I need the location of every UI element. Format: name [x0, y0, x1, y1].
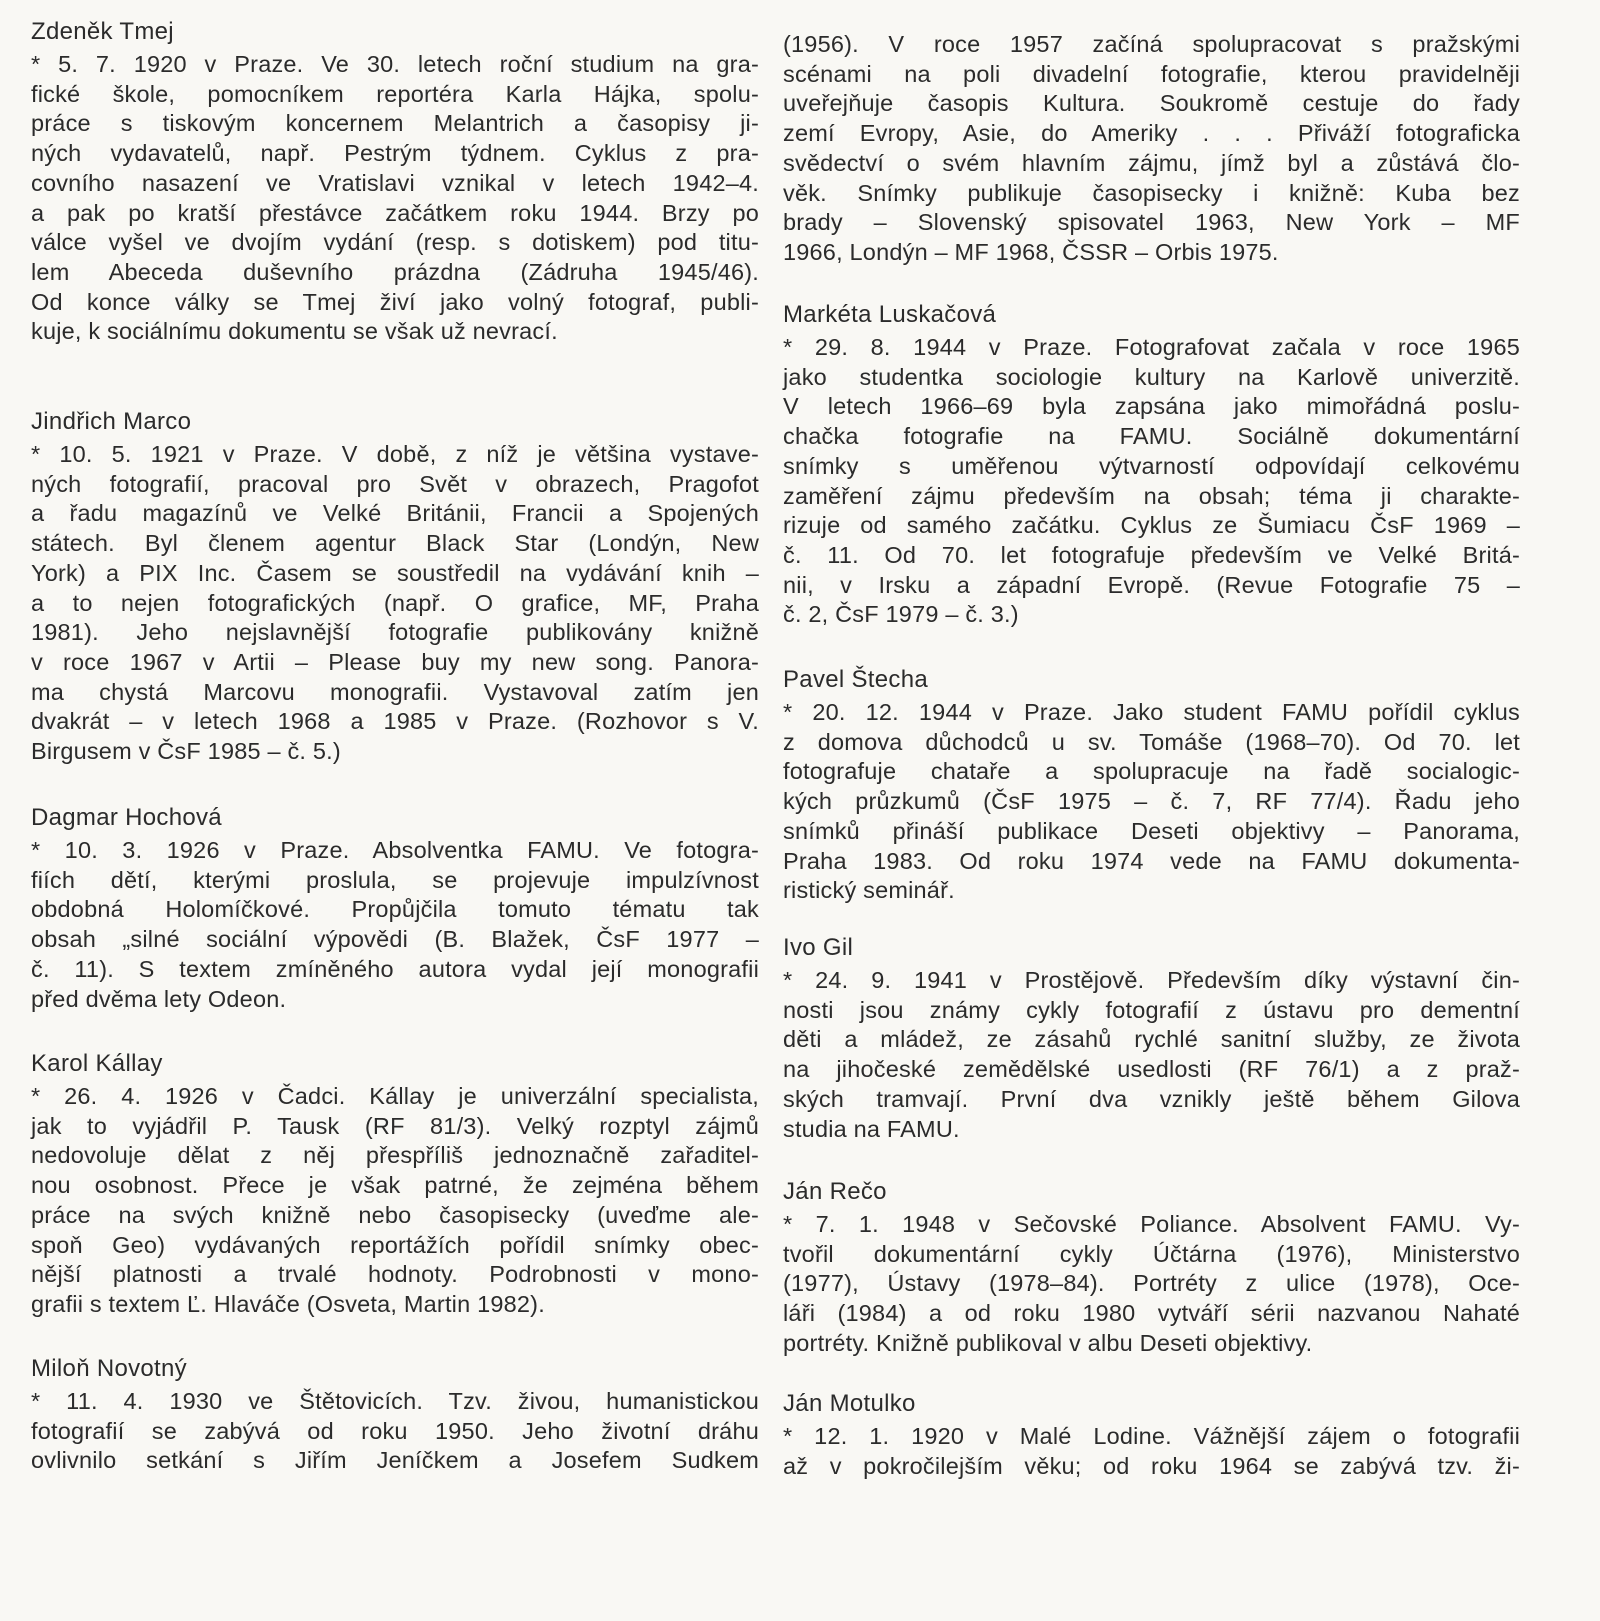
biography-text-line: obsah „silné sociální výpovědi (B. Blažek, ČsF 1977 –	[31, 926, 759, 953]
biography-text-line: Birgusem v ČsF 1985 – č. 5.)	[31, 738, 341, 765]
photographer-name: Jindřich Marco	[31, 408, 192, 435]
biography-text-line: Od konce války se Tmej živí jako volný fotograf, publi-	[31, 288, 759, 315]
photographer-name: Miloň Novotný	[31, 1355, 187, 1382]
biography-text-line: tvořil dokumentární cykly Účtárna (1976), Ministerstvo	[783, 1240, 1520, 1267]
biography-text-line: fotografií se zabývá od roku 1950. Jeho životní dráhu	[31, 1417, 759, 1444]
photographer-name: Karol Kállay	[31, 1050, 163, 1077]
biography-text-line: ovlivnilo setkání s Jiřím Jeníčkem a Josefem Sudkem	[31, 1447, 759, 1474]
biography-text-line: brady – Slovenský spisovatel 1963, New York – MF	[783, 209, 1520, 236]
biography-text-line: chačka fotografie na FAMU. Sociálně dokumentární	[783, 423, 1520, 450]
biography-text-line: a to nejen fotografických (např. O grafice, MF, Praha	[31, 589, 759, 616]
biography-text-line: * 11. 4. 1930 ve Štětovicích. Tzv. živou, humanistickou	[31, 1388, 759, 1414]
biography-text-line: * 5. 7. 1920 v Praze. Ve 30. letech roční studium na gra-	[31, 51, 759, 77]
biography-entry	[783, 665, 1520, 906]
biography-text-line: snímky s uměřenou výtvarností odpovídají celkovému	[783, 452, 1520, 479]
biography-entry	[783, 1389, 1520, 1481]
biography-text-line: * 26. 4. 1926 v Čadci. Kállay je univerzální specialista,	[31, 1083, 759, 1109]
biography-text-line: lem Abeceda duševního prázdna (Zádruha 1945/46).	[31, 258, 759, 285]
photographer-name: Dagmar Hochová	[31, 804, 222, 831]
photographer-name: Ján Motulko	[783, 1390, 916, 1417]
biography-text-line: obdobná Holomíčkové. Propůjčila tomuto tématu tak	[31, 896, 759, 923]
biography-text-line: věk. Snímky publikuje časopisecky i knižně: Kuba bez	[783, 179, 1520, 206]
biography-text-line: fotografuje chataře a spolupracuje na řadě socialogic-	[783, 758, 1520, 785]
biography-text-line: nedovoluje dělat z něj přespříliš jednoznačně zařaditel-	[31, 1142, 759, 1169]
biography-text-line: státech. Byl členem agentur Black Star (Londýn, New	[31, 530, 759, 557]
biography-text-line: a řadu magazínů ve Velké Británii, Francii a Spojených	[31, 500, 759, 527]
biography-text-line: zaměření zájmu především na obsah; téma ji charakte-	[783, 482, 1520, 509]
biography-text-line: covního nasazení ve Vratislavi vznikal v letech 1942–4.	[31, 169, 759, 196]
biography-text-line: až v pokročilejším věku; od roku 1964 se zabývá tzv. ži-	[783, 1452, 1520, 1479]
biography-text-line: nosti jsou známy cykly fotografií z ústavu pro dementní	[783, 996, 1520, 1023]
biography-text-line: kých průzkumů (ČsF 1975 – č. 7, RF 77/4). Řadu jeho	[783, 788, 1520, 815]
biography-text-line: * 10. 5. 1921 v Praze. V době, z níž je většina vystave-	[31, 441, 759, 467]
biography-text-line: č. 11). S textem zmíněného autora vydal její monografii	[31, 955, 759, 982]
biography-text-line: svědectví o svém hlavním zájmu, jímž byl a zůstává člo-	[783, 149, 1520, 176]
biography-entry	[31, 803, 759, 1014]
biography-entry	[783, 933, 1520, 1144]
biography-text-line: děti a mládež, ze zásahů rychlé sanitní služby, ze života	[783, 1026, 1520, 1053]
photographer-name: Zdeněk Tmej	[31, 18, 174, 45]
biography-text-line: ných fotografií, pracoval pro Svět v obrazech, Pragofot	[31, 470, 759, 497]
biography-text-line: portréty. Knižně publikoval v albu Deseti objektivy.	[783, 1329, 1313, 1356]
biography-text-line: V letech 1966–69 byla zapsána jako mimořádná poslu-	[783, 393, 1520, 420]
biography-text-line: a pak po kratší přestávce začátkem roku 1944. Brzy po	[31, 199, 759, 226]
photographer-name: Pavel Štecha	[783, 666, 929, 693]
biography-entry	[783, 300, 1520, 630]
biography-text-line: ských tramvají. První dva vznikly ještě během Gilova	[783, 1085, 1520, 1112]
biography-text-line: dvakrát – v letech 1968 a 1985 v Praze. (Rozhovor s V.	[31, 708, 759, 735]
biography-text-line: studia na FAMU.	[783, 1115, 960, 1142]
biography-entry	[31, 1354, 759, 1476]
biography-text-line: nou osobnost. Přece je však patrné, že zejména během	[31, 1172, 759, 1199]
biography-text-line: válce vyšel ve dvojím vydání (resp. s dotiskem) pod titu-	[31, 229, 759, 256]
biography-text-line: č. 11. Od 70. let fotografuje především ve Velké Britá-	[783, 541, 1520, 568]
biography-text-line: práce s tiskovým koncernem Melantrich a časopisy ji-	[31, 110, 759, 137]
biography-text-line: ma chystá Marcovu monografii. Vystavoval zatím jen	[31, 678, 759, 705]
biography-text-line: spoň Geo) vydávaných reportážích pořídil snímky obec-	[31, 1231, 759, 1258]
biography-text-line: * 24. 9. 1941 v Prostějově. Především díky výstavní čin-	[783, 967, 1520, 993]
biography-text-line: (1977), Ústavy (1978–84). Portréty z ulice (1978), Oce-	[783, 1270, 1520, 1297]
biography-text-line: fiích dětí, kterými proslula, se projevuje impulzívnost	[31, 866, 759, 893]
biography-text-line: práce na svých knižně nebo časopisecky (uveďme ale-	[31, 1201, 759, 1228]
biography-text-line: 1966, Londýn – MF 1968, ČSSR – Orbis 1975.	[783, 238, 1279, 265]
biography-text-line: 1981). Jeho nejslavnější fotografie publikovány knižně	[31, 619, 759, 646]
biography-text-line: zemí Evropy, Asie, do Ameriky . . . Přiváží fotograficka	[783, 120, 1520, 147]
biography-text-line: láři (1984) a od roku 1980 vytváří sérii nazvanou Nahaté	[783, 1300, 1520, 1327]
photographer-name: Markéta Luskačová	[783, 301, 997, 328]
biography-text-line: fické škole, pomocníkem reportéra Karla Hájka, spolu-	[31, 80, 759, 107]
biography-text-line: před dvěma lety Odeon.	[31, 985, 287, 1012]
biography-entry	[31, 17, 759, 347]
biography-text-line: jako studentka sociologie kultury na Karlově univerzitě.	[783, 363, 1520, 390]
biography-text-line: ných vydavatelů, např. Pestrým týdnem. Cyklus z pra-	[31, 140, 759, 167]
biography-text-line: * 12. 1. 1920 v Malé Lodine. Vážnější zájem o fotografii	[783, 1423, 1520, 1449]
biography-text-line: ristický seminář.	[783, 877, 955, 904]
biography-text-line: scénami na poli divadelní fotografie, kterou pravidelněji	[783, 60, 1520, 87]
biography-text-line: na jihočeské zemědělské usedlosti (RF 76/1) a z praž-	[783, 1056, 1520, 1083]
biography-entry	[31, 407, 759, 767]
biography-text-line: kuje, k sociálnímu dokumentu se však už nevrací.	[31, 318, 558, 345]
biography-text-line: nější platnosti a trvalé hodnoty. Podrobnosti v mono-	[31, 1261, 759, 1288]
biography-text-line: rizuje od samého začátku. Cyklus ze Šumiacu ČsF 1969 –	[783, 512, 1520, 539]
biography-text-line: nii, v Irsku a západní Evropě. (Revue Fotografie 75 –	[783, 571, 1520, 598]
biography-text-line: z domova důchodců u sv. Tomáše (1968–70). Od 70. let	[783, 728, 1520, 755]
biography-entry	[31, 1049, 759, 1320]
biography-text-line: č. 2, ČsF 1979 – č. 3.)	[783, 601, 1019, 628]
biography-text-line: * 10. 3. 1926 v Praze. Absolventka FAMU. Ve fotogra-	[31, 837, 759, 863]
biography-text-line: v roce 1967 v Artii – Please buy my new song. Panora-	[31, 648, 759, 675]
biography-text-line: York) a PIX Inc. Časem se soustředil na vydávání knih –	[31, 559, 759, 586]
biography-entry	[783, 1177, 1520, 1359]
biography-text-line: Praha 1983. Od roku 1974 vede na FAMU dokumenta-	[783, 847, 1520, 874]
biography-text-line: jak to vyjádřil P. Tausk (RF 81/3). Velký rozptyl zájmů	[31, 1112, 759, 1139]
biography-text-line: * 7. 1. 1948 v Sečovské Poliance. Absolvent FAMU. Vy-	[783, 1211, 1520, 1237]
photographer-name: Ivo Gil	[783, 934, 854, 961]
biography-entry	[783, 30, 1520, 268]
biography-text-line: snímků přináší publikace Deseti objektivy – Panorama,	[783, 817, 1520, 844]
biography-text-line: (1956). V roce 1957 začíná spolupracovat s pražskými	[783, 31, 1520, 57]
biography-text-line: grafii s textem Ľ. Hlaváče (Osveta, Martin 1982).	[31, 1290, 545, 1317]
biography-text-line: * 29. 8. 1944 v Praze. Fotografovat začala v roce 1965	[783, 334, 1520, 360]
photographer-name: Ján Rečo	[783, 1178, 887, 1205]
biography-text-line: uveřejňuje časopis Kultura. Soukromě cestuje do řady	[783, 90, 1520, 117]
biography-text-line: * 20. 12. 1944 v Praze. Jako student FAMU pořídil cyklus	[783, 699, 1520, 725]
